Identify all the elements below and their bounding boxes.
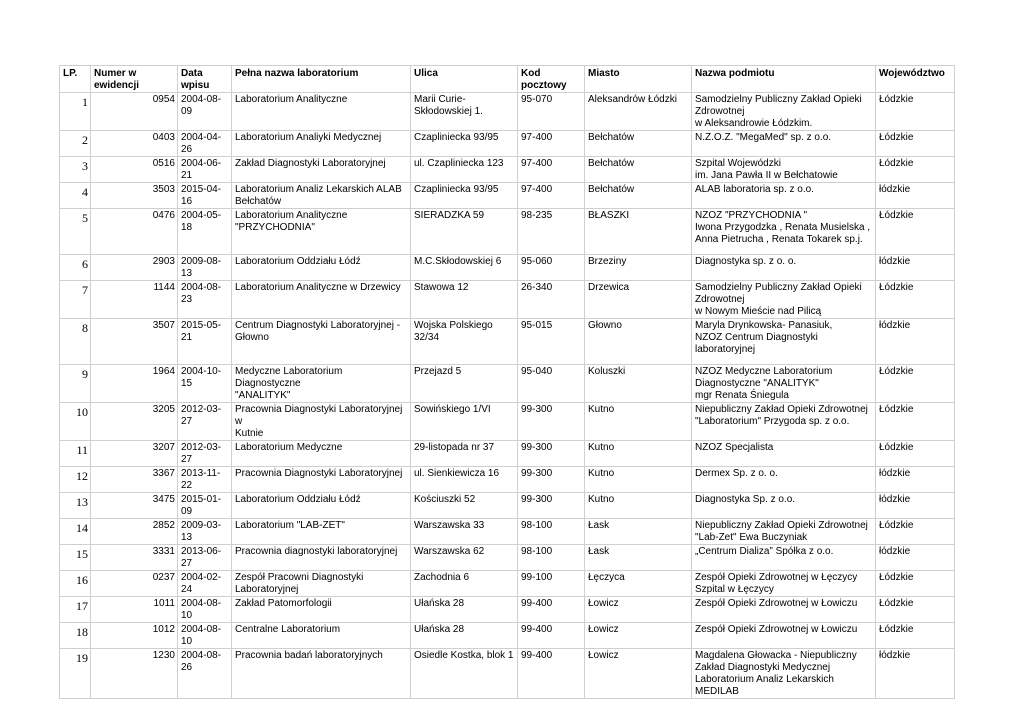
cell-miasto: Brzeziny [585,255,692,281]
cell-lp: 11 [60,441,91,467]
cell-data: 2013-11-22 [178,467,232,493]
cell-podmiot: Dermex Sp. z o. o. [692,467,876,493]
cell-data: 2004-02-24 [178,571,232,597]
cell-wojewodztwo: Łódzkie [876,365,955,403]
cell-wojewodztwo: Łódzkie [876,597,955,623]
cell-lp: 19 [60,649,91,699]
cell-numer: 1012 [91,623,178,649]
cell-podmiot: Magdalena Głowacka - Niepubliczny Zakład Diagnostyki Medycznej Laboratorium Analiz Lekarskich MEDILAB [692,649,876,699]
header-data: Data wpisu [178,66,232,93]
cell-data: 2004-05-18 [178,209,232,255]
cell-miasto: Aleksandrów Łódzki [585,93,692,131]
cell-data: 2004-08-09 [178,93,232,131]
cell-ulica: 29-listopada nr 37 [411,441,518,467]
table-row [60,493,955,519]
laboratory-register-sheet [59,65,954,699]
table-row [60,281,955,319]
cell-numer: 3503 [91,183,178,209]
cell-wojewodztwo: Łódzkie [876,441,955,467]
cell-wojewodztwo: Łódzkie [876,571,955,597]
header-lp: LP. [60,66,91,93]
cell-numer: 0516 [91,157,178,183]
cell-lp: 9 [60,365,91,403]
cell-numer: 2852 [91,519,178,545]
cell-ulica: ul. Sienkiewicza 16 [411,467,518,493]
cell-numer: 1144 [91,281,178,319]
cell-miasto: Łask [585,545,692,571]
cell-kod: 97-400 [518,131,585,157]
cell-podmiot: „Centrum Dializa” Spółka z o.o. [692,545,876,571]
cell-ulica: Zachodnia 6 [411,571,518,597]
cell-lp: 7 [60,281,91,319]
cell-wojewodztwo: Łódzkie [876,209,955,255]
cell-podmiot: Diagnostyka Sp. z o.o. [692,493,876,519]
cell-data: 2004-10-15 [178,365,232,403]
cell-nazwa: Laboratorium Analityczne w Drzewicy [232,281,411,319]
cell-numer: 0476 [91,209,178,255]
cell-ulica: Stawowa 12 [411,281,518,319]
cell-kod: 26-340 [518,281,585,319]
cell-nazwa: Laboratorium Oddziału Łódź [232,493,411,519]
cell-data: 2004-08-10 [178,623,232,649]
cell-kod: 97-400 [518,183,585,209]
cell-wojewodztwo: Łódzkie [876,519,955,545]
cell-nazwa: Pracownia Diagnostyki Laboratoryjnej [232,467,411,493]
cell-numer: 3331 [91,545,178,571]
cell-data: 2009-08-13 [178,255,232,281]
cell-miasto: Bełchatów [585,183,692,209]
cell-kod: 99-400 [518,597,585,623]
cell-wojewodztwo: Łódzkie [876,403,955,441]
table-row [60,597,955,623]
cell-miasto: Kutno [585,467,692,493]
cell-miasto: Kutno [585,441,692,467]
cell-miasto: Łęczyca [585,571,692,597]
cell-lp: 10 [60,403,91,441]
cell-wojewodztwo: łódzkie [876,545,955,571]
cell-kod: 97-400 [518,157,585,183]
cell-lp: 5 [60,209,91,255]
cell-lp: 2 [60,131,91,157]
cell-wojewodztwo: łódzkie [876,319,955,365]
cell-ulica: Kościuszki 52 [411,493,518,519]
cell-lp: 18 [60,623,91,649]
cell-data: 2012-03-27 [178,403,232,441]
table-row [60,467,955,493]
cell-nazwa: Laboratorium Medyczne [232,441,411,467]
table-row [60,545,955,571]
cell-data: 2004-08-10 [178,597,232,623]
table-row [60,649,955,699]
cell-data: 2009-03-13 [178,519,232,545]
cell-podmiot: NZOZ Medyczne Laboratorium Diagnostyczne "ANALITYK" mgr Renata Śniegula [692,365,876,403]
table-row [60,519,955,545]
cell-numer: 3475 [91,493,178,519]
cell-kod: 95-060 [518,255,585,281]
cell-podmiot: Diagnostyka sp. z o. o. [692,255,876,281]
cell-nazwa: Laboratorium Analiyki Medycznej [232,131,411,157]
cell-numer: 3207 [91,441,178,467]
cell-kod: 95-040 [518,365,585,403]
header-numer: Numer w ewidencji [91,66,178,93]
cell-data: 2015-05-21 [178,319,232,365]
cell-nazwa: Centrum Diagnostyki Laboratoryjnej - Głowno [232,319,411,365]
cell-kod: 95-070 [518,93,585,131]
cell-lp: 17 [60,597,91,623]
laboratory-table [59,65,955,699]
table-row [60,209,955,255]
cell-ulica: ul. Czapliniecka 123 [411,157,518,183]
cell-numer: 3367 [91,467,178,493]
cell-podmiot: Zespół Opieki Zdrowotnej w Łowiczu [692,623,876,649]
cell-kod: 99-300 [518,441,585,467]
cell-podmiot: Niepubliczny Zakład Opieki Zdrowotnej "Lab-Zet" Ewa Buczyniak [692,519,876,545]
cell-data: 2012-03-27 [178,441,232,467]
cell-numer: 0403 [91,131,178,157]
cell-numer: 3507 [91,319,178,365]
cell-podmiot: Szpital Wojewódzki im. Jana Pawła II w Bełchatowie [692,157,876,183]
table-row [60,93,955,131]
header-row [60,66,955,93]
cell-miasto: Drzewica [585,281,692,319]
cell-numer: 0954 [91,93,178,131]
cell-miasto: Łowicz [585,623,692,649]
cell-kod: 98-100 [518,545,585,571]
cell-kod: 99-400 [518,649,585,699]
cell-nazwa: Laboratorium Oddziału Łódź [232,255,411,281]
cell-kod: 99-100 [518,571,585,597]
cell-kod: 99-300 [518,493,585,519]
cell-lp: 13 [60,493,91,519]
cell-lp: 1 [60,93,91,131]
cell-lp: 6 [60,255,91,281]
table-row [60,365,955,403]
table-row [60,441,955,467]
cell-ulica: Marii Curie- Skłodowskiej 1. [411,93,518,131]
table-row [60,319,955,365]
cell-nazwa: Laboratorium Analiz Lekarskich ALAB Bełchatów [232,183,411,209]
cell-data: 2015-04-16 [178,183,232,209]
cell-ulica: Czapliniecka 93/95 [411,183,518,209]
cell-data: 2004-08-26 [178,649,232,699]
header-wojewodztwo: Województwo [876,66,955,93]
cell-podmiot: NZOZ Specjalista [692,441,876,467]
cell-ulica: SIERADZKA 59 [411,209,518,255]
cell-data: 2004-04-26 [178,131,232,157]
cell-miasto: Koluszki [585,365,692,403]
cell-wojewodztwo: Łódzkie [876,131,955,157]
cell-nazwa: Pracownia Diagnostyki Laboratoryjnej w Kutnie [232,403,411,441]
cell-miasto: Łowicz [585,649,692,699]
cell-podmiot: Samodzielny Publiczny Zakład Opieki Zdrowotnej w Nowym Mieście nad Pilicą [692,281,876,319]
cell-podmiot: Maryla Drynkowska- Panasiuk, NZOZ Centrum Diagnostyki laboratoryjnej [692,319,876,365]
cell-miasto: Kutno [585,493,692,519]
cell-ulica: Ułańska 28 [411,623,518,649]
cell-miasto: Głowno [585,319,692,365]
cell-miasto: Bełchatów [585,157,692,183]
cell-podmiot: Zespół Opieki Zdrowotnej w Łowiczu [692,597,876,623]
cell-kod: 99-300 [518,467,585,493]
cell-ulica: Czapliniecka 93/95 [411,131,518,157]
cell-podmiot: Zespół Opieki Zdrowotnej w Łęczycy Szpital w Łęczycy [692,571,876,597]
cell-wojewodztwo: łódzkie [876,255,955,281]
cell-lp: 8 [60,319,91,365]
cell-kod: 99-300 [518,403,585,441]
cell-ulica: M.C.Skłodowskiej 6 [411,255,518,281]
table-row [60,571,955,597]
cell-data: 2013-06-27 [178,545,232,571]
cell-ulica: Ułańska 28 [411,597,518,623]
cell-nazwa: Laboratorium Analityczne [232,93,411,131]
cell-lp: 14 [60,519,91,545]
cell-wojewodztwo: łódzkie [876,493,955,519]
cell-nazwa: Centralne Laboratorium [232,623,411,649]
cell-numer: 1230 [91,649,178,699]
cell-podmiot: N.Z.O.Z. "MegaMed" sp. z o.o. [692,131,876,157]
cell-nazwa: Medyczne Laboratorium Diagnostyczne "ANALITYK" [232,365,411,403]
header-kod: Kod pocztowy [518,66,585,93]
cell-wojewodztwo: Łódzkie [876,157,955,183]
cell-numer: 0237 [91,571,178,597]
cell-nazwa: Laboratorium "LAB-ZET" [232,519,411,545]
cell-miasto: Bełchatów [585,131,692,157]
cell-wojewodztwo: łódzkie [876,649,955,699]
cell-numer: 1011 [91,597,178,623]
header-miasto: Miasto [585,66,692,93]
cell-lp: 16 [60,571,91,597]
cell-wojewodztwo: łódzkie [876,467,955,493]
cell-kod: 98-100 [518,519,585,545]
table-row [60,403,955,441]
cell-ulica: Przejazd 5 [411,365,518,403]
table-row [60,157,955,183]
cell-ulica: Sowińskiego 1/VI [411,403,518,441]
cell-podmiot: Samodzielny Publiczny Zakład Opieki Zdrowotnej w Aleksandrowie Łódzkim. [692,93,876,131]
cell-miasto: Łask [585,519,692,545]
cell-nazwa: Pracownia diagnostyki laboratoryjnej [232,545,411,571]
cell-numer: 3205 [91,403,178,441]
cell-kod: 98-235 [518,209,585,255]
cell-nazwa: Laboratorium Analityczne "PRZYCHODNIA" [232,209,411,255]
table-row [60,255,955,281]
cell-data: 2004-06-21 [178,157,232,183]
header-nazwa: Pełna nazwa laboratorium [232,66,411,93]
table-row [60,183,955,209]
table-row [60,623,955,649]
cell-lp: 12 [60,467,91,493]
cell-nazwa: Zakład Diagnostyki Laboratoryjnej [232,157,411,183]
header-podmiot: Nazwa podmiotu [692,66,876,93]
cell-wojewodztwo: łódzkie [876,183,955,209]
cell-ulica: Wojska Polskiego 32/34 [411,319,518,365]
cell-kod: 95-015 [518,319,585,365]
cell-podmiot: ALAB laboratoria sp. z o.o. [692,183,876,209]
cell-miasto: Łowicz [585,597,692,623]
cell-nazwa: Zakład Patomorfologii [232,597,411,623]
cell-kod: 99-400 [518,623,585,649]
cell-lp: 3 [60,157,91,183]
cell-numer: 1964 [91,365,178,403]
cell-wojewodztwo: Łódzkie [876,623,955,649]
cell-data: 2015-01-09 [178,493,232,519]
cell-nazwa: Zespół Pracowni Diagnostyki Laboratoryjnej [232,571,411,597]
cell-miasto: Kutno [585,403,692,441]
table-row [60,131,955,157]
cell-wojewodztwo: Łódzkie [876,281,955,319]
cell-podmiot: Niepubliczny Zakład Opieki Zdrowotnej "Laboratorium" Przygoda sp. z o.o. [692,403,876,441]
cell-podmiot: NZOZ "PRZYCHODNIA " Iwona Przygodzka , Renata Musielska , Anna Pietrucha , Renata Tokarek sp.j. [692,209,876,255]
cell-lp: 4 [60,183,91,209]
cell-miasto: BŁASZKI [585,209,692,255]
cell-ulica: Warszawska 33 [411,519,518,545]
header-ulica: Ulica [411,66,518,93]
cell-ulica: Osiedle Kostka, blok 1 [411,649,518,699]
table-body [60,93,955,699]
cell-wojewodztwo: Łódzkie [876,93,955,131]
cell-numer: 2903 [91,255,178,281]
cell-data: 2004-08-23 [178,281,232,319]
cell-ulica: Warszawska 62 [411,545,518,571]
cell-nazwa: Pracownia badań laboratoryjnych [232,649,411,699]
cell-lp: 15 [60,545,91,571]
